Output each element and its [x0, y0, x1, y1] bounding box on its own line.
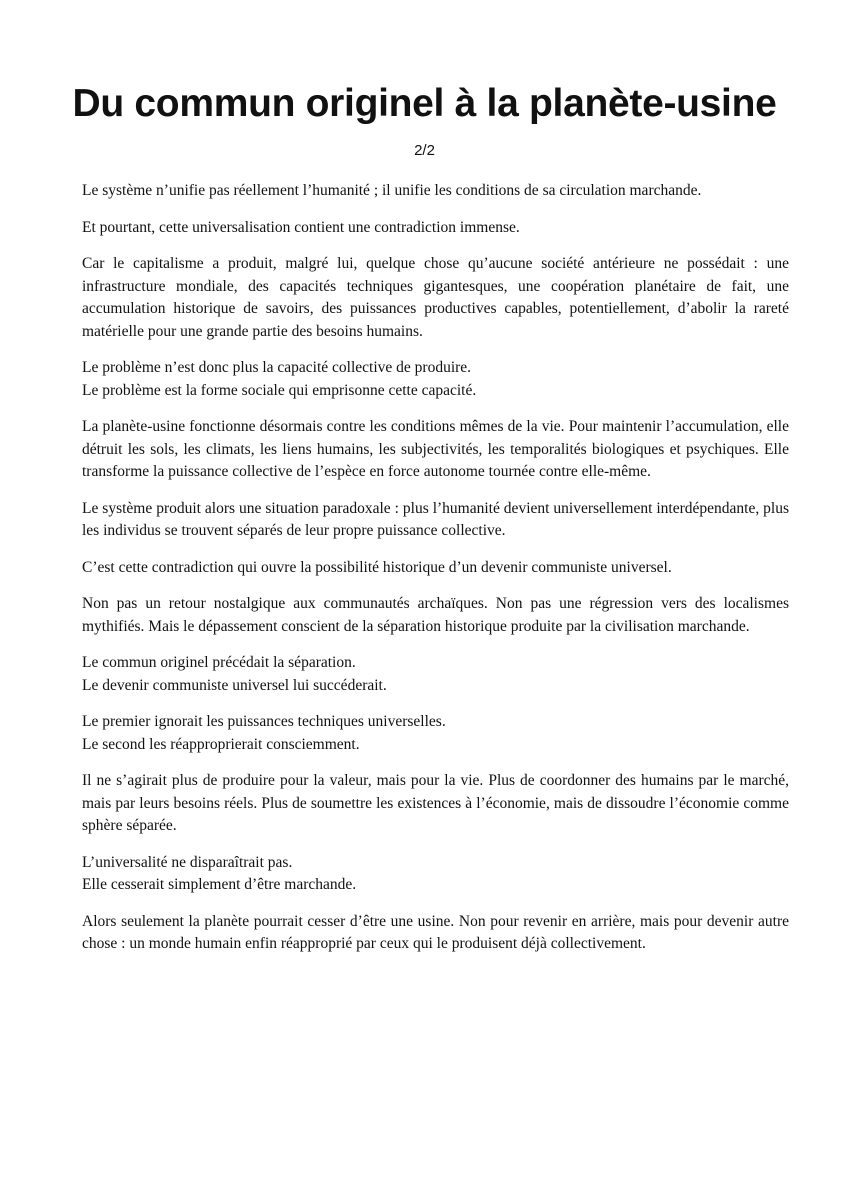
paragraph-line: Le problème est la forme sociale qui emprisonne cette capacité. [82, 381, 477, 399]
paragraph [82, 357, 789, 402]
paragraph-line: Elle cesserait simplement d’être marchande. [82, 876, 357, 893]
paragraph-line: Le premier ignorait les puissances techniques universelles. [82, 713, 446, 730]
paragraph: Car le capitalisme a produit, malgré lui, quelque chose qu’aucune société antérieure ne possédait : une infrastructure mondiale, des capacités techniques gigantesques, une coopération planétaire de fait, une accumulation historique de savoirs, des puissances productives capables, potentiellement, d’abolir la rareté matérielle pour une grande partie des besoins humains. [82, 255, 789, 340]
paragraph [82, 711, 789, 756]
paragraph: C’est cette contradiction qui ouvre la possibilité historique d’un devenir communiste universel. [82, 558, 672, 576]
page-number: 2/2 [414, 142, 435, 159]
paragraph: La planète-usine fonctionne désormais contre les conditions mêmes de la vie. Pour maintenir l’accumulation, elle détruit les sols, les climats, les liens humains, les subjectivités, les temporalités biologiques et psychiques. Elle transforme la puissance collective de l’espèce en force autonome tournée contre elle-même. [82, 418, 789, 480]
paragraph-line: Le devenir communiste universel lui succéderait. [82, 676, 387, 694]
paragraph-line: Le problème n’est donc plus la capacité collective de produire. [82, 359, 472, 376]
paragraph-line: Le commun originel précédait la séparation. [82, 654, 356, 671]
paragraph-line: L’universalité ne disparaîtrait pas. [82, 853, 293, 871]
paragraph: Le système n’unifie pas réellement l’humanité ; il unifie les conditions de sa circulation marchande. [82, 182, 702, 199]
paragraph: Alors seulement la planète pourrait cesser d’être une usine. Non pour revenir en arrière, mais pour devenir autre chose : un monde humain enfin réapproprié par ceux qui le produisent déjà collectivement. [82, 912, 789, 952]
paragraph: Il ne s’agirait plus de produire pour la valeur, mais pour la vie. Plus de coordonner des humains par le marché, mais par leurs besoins réels. Plus de soumettre les existences à l’économie, mais de dissoudre l’économie comme sphère séparée. [82, 772, 789, 834]
document-body [82, 180, 789, 956]
paragraph [82, 852, 789, 897]
paragraph: Le système produit alors une situation paradoxale : plus l’humanité devient universellement interdépendante, plus les individus se trouvent séparés de leur propre puissance collective. [82, 499, 789, 539]
document-title: Du commun originel à la planète-usine [72, 82, 777, 125]
paragraph: Non pas un retour nostalgique aux communautés archaïques. Non pas une régression vers des localismes mythifiés. Mais le dépassement conscient de la séparation historique produite par la civilisation marchande. [82, 595, 789, 635]
paragraph: Et pourtant, cette universalisation contient une contradiction immense. [82, 218, 520, 236]
paragraph [82, 652, 789, 697]
paragraph-line: Le second les réapproprierait consciemment. [82, 735, 360, 753]
